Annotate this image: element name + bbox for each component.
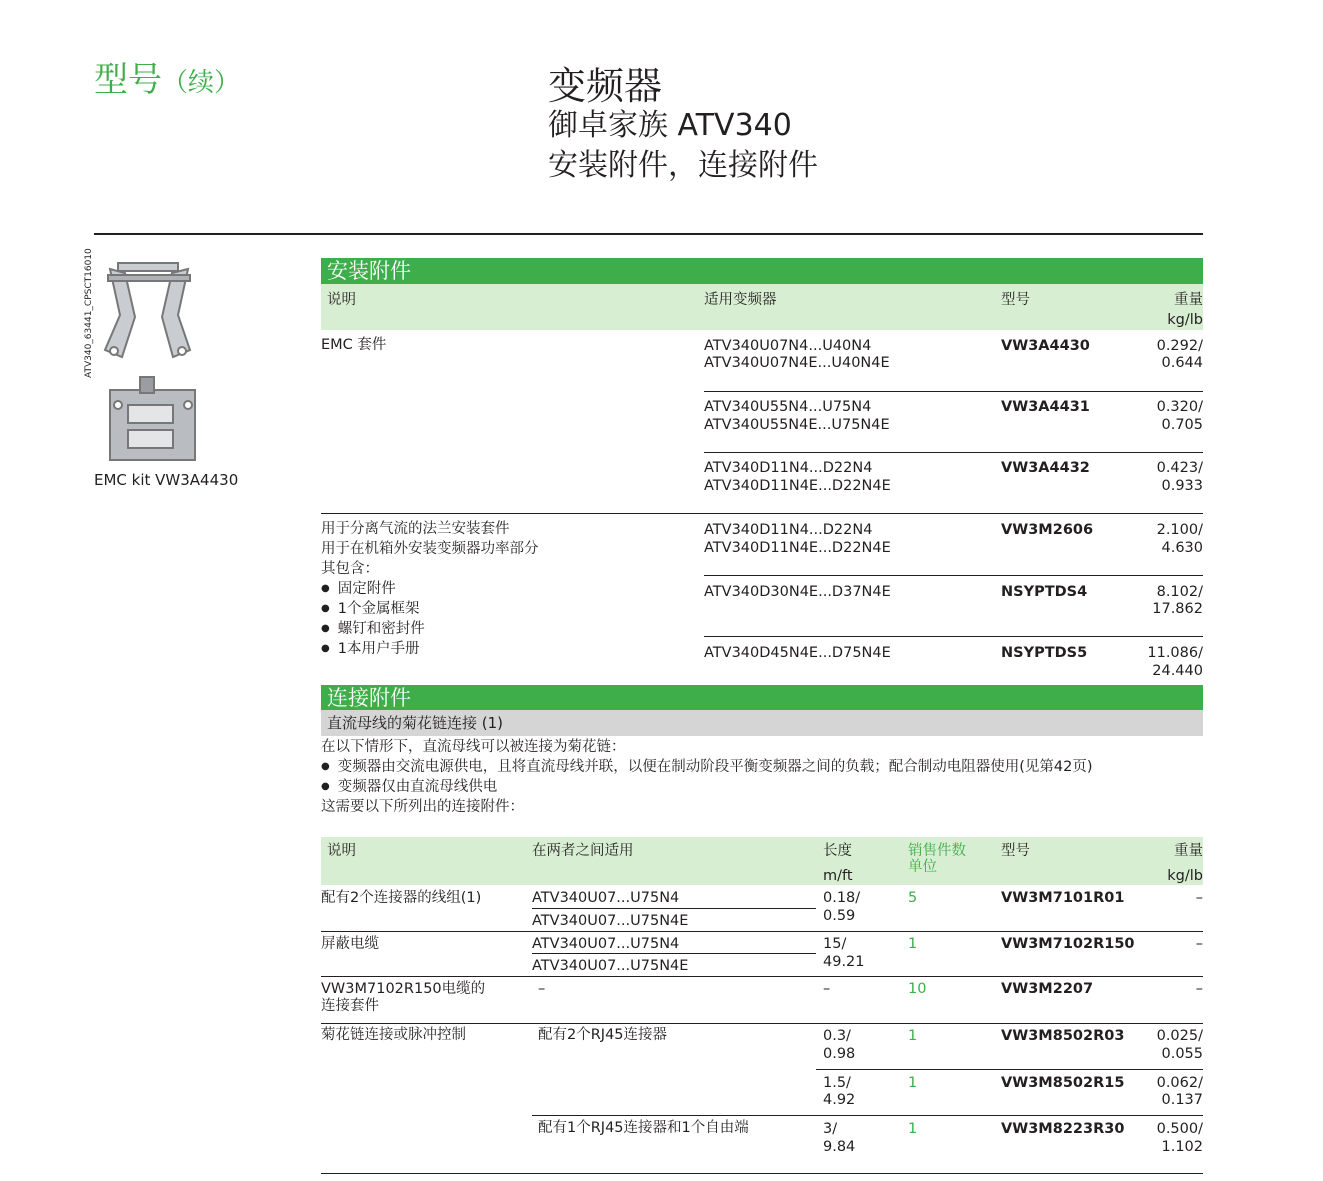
drive-range: ATV340D11N4...D22N4: [704, 522, 873, 538]
weight: 4.630: [1161, 540, 1203, 556]
weight: 0.137: [1161, 1092, 1203, 1108]
list-item: ● 螺钉和密封件: [321, 620, 425, 640]
outro-text: 这需要以下所列出的连接附件：: [321, 799, 524, 815]
drive-range: ATV340D11N4E...D22N4E: [704, 540, 891, 556]
page-subtitle-2: 安装附件，连接附件: [548, 148, 818, 183]
drive-range: ATV340D11N4...D22N4: [704, 460, 873, 476]
drive-range: ATV340U07...U75N4: [532, 890, 680, 906]
sale-qty: 1: [908, 1028, 918, 1044]
drive-range: ATV340U55N4...U75N4: [704, 399, 872, 415]
row-divider: [532, 953, 816, 954]
weight: 1.102: [1161, 1139, 1203, 1155]
weight: 0.320/: [1156, 399, 1203, 415]
col-length-header: 长度: [823, 843, 852, 859]
col-weight-unit: kg/lb: [1167, 312, 1203, 328]
flange-desc: 其包含：: [321, 561, 379, 577]
row-desc: 连接套件: [321, 998, 379, 1014]
drive-range: 配有1个RJ45连接器和1个自由端: [538, 1120, 749, 1136]
weight: 0.500/: [1156, 1121, 1203, 1137]
page-subtitle-1: 御卓家族 ATV340: [548, 108, 792, 143]
col-weight-header: 重量: [1174, 292, 1203, 308]
weight: 0.644: [1161, 355, 1203, 371]
flange-desc: 用于分离气流的法兰安装套件: [321, 521, 510, 537]
mounting-section-header: 安装附件: [321, 258, 1203, 284]
photo-caption: EMC kit VW3A4430: [94, 471, 239, 489]
row-desc: 菊花链连接或脉冲控制: [321, 1027, 466, 1043]
weight: 24.440: [1152, 663, 1203, 679]
length: 4.92: [823, 1092, 856, 1108]
reference: NSYPTDS4: [1001, 584, 1088, 600]
photo-code: ATV340_63441_CPSCT16010: [84, 248, 94, 378]
length: 3/: [823, 1121, 838, 1137]
col-sale-header: 销售件数: [908, 843, 966, 859]
row-divider: [532, 908, 816, 909]
weight: 0.025/: [1156, 1028, 1203, 1044]
reference: VW3A4431: [1001, 399, 1090, 415]
col-desc-header: 说明: [327, 292, 356, 308]
list-item: ● 变频器仅由直流母线供电: [321, 778, 497, 798]
list-item: ● 变频器由交流电源供电，且将直流母线并联，以便在制动阶段平衡变频器之间的负载；配合制动电阻器使用(见第42页): [321, 758, 1093, 778]
reference: VW3A4432: [1001, 460, 1090, 476]
weight: –: [1195, 936, 1203, 952]
connection-table-header: [321, 837, 1203, 885]
weight: 17.862: [1152, 601, 1203, 617]
weight: 0.933: [1161, 478, 1203, 494]
row-divider: [321, 1023, 1203, 1024]
reference: VW3A4430: [1001, 338, 1090, 354]
row-divider: [321, 976, 1203, 977]
drive-range: ATV340U07...U75N4E: [532, 958, 689, 974]
length: 1.5/: [823, 1075, 851, 1091]
drive-range: ATV340D45N4E...D75N4E: [704, 645, 891, 661]
col-ref-header: 型号: [1001, 843, 1030, 859]
weight: 2.100/: [1156, 522, 1203, 538]
weight: 0.055: [1161, 1046, 1203, 1062]
weight: 0.292/: [1156, 338, 1203, 354]
col-ref-header: 型号: [1001, 292, 1030, 308]
row-divider: [704, 391, 1203, 392]
row-divider: [704, 575, 1203, 576]
header-divider: [94, 233, 1203, 235]
sale-qty: 1: [908, 1121, 918, 1137]
reference: VW3M7102R150: [1001, 936, 1135, 952]
row-desc: VW3M7102R150电缆的: [321, 981, 486, 997]
weight: 0.423/: [1156, 460, 1203, 476]
row-divider: [532, 1115, 1203, 1116]
row-desc: 配有2个连接器的线组(1): [321, 890, 482, 906]
drive-range: ATV340U07N4...U40N4: [704, 338, 872, 354]
row-desc: 屏蔽电缆: [321, 936, 379, 952]
col-length-unit: m/ft: [823, 868, 853, 884]
emc-kit-photo: [100, 255, 205, 470]
emc-kit-desc: EMC 套件: [321, 337, 387, 353]
weight: 0.062/: [1156, 1075, 1203, 1091]
drive-range: 配有2个RJ45连接器: [538, 1027, 668, 1043]
length: 9.84: [823, 1139, 856, 1155]
reference: VW3M8223R30: [1001, 1121, 1125, 1137]
reference: VW3M2207: [1001, 981, 1094, 997]
col-drive-header: 适用变频器: [704, 292, 777, 308]
row-divider: [704, 636, 1203, 637]
col-weight-header: 重量: [1174, 843, 1203, 859]
sale-qty: 10: [908, 981, 927, 997]
weight: 0.705: [1161, 417, 1203, 433]
col-sale-header-2: 单位: [908, 859, 937, 875]
reference: NSYPTDS5: [1001, 645, 1088, 661]
flange-desc: 用于在机箱外安装变频器功率部分: [321, 541, 539, 557]
connection-subtitle: 直流母线的菊花链连接 (1): [321, 710, 1203, 736]
row-divider: [321, 513, 1203, 514]
col-weight-unit: kg/lb: [1167, 868, 1203, 884]
drive-range: ATV340U07...U75N4E: [532, 913, 689, 929]
connection-section-header: 连接附件: [321, 685, 1203, 711]
drive-range: ATV340U55N4E...U75N4E: [704, 417, 890, 433]
drive-range: ATV340D11N4E...D22N4E: [704, 478, 891, 494]
reference: VW3M7101R01: [1001, 890, 1125, 906]
row-divider: [704, 452, 1203, 453]
drive-range: –: [538, 981, 546, 997]
reference: VW3M8502R15: [1001, 1075, 1125, 1091]
list-item: ● 1本用户手册: [321, 640, 419, 660]
length: –: [823, 981, 831, 997]
sale-qty: 5: [908, 890, 918, 906]
row-divider: [816, 1069, 1203, 1070]
col-desc-header: 说明: [327, 843, 356, 859]
length: 0.59: [823, 908, 856, 924]
section-title: 型号（续）: [94, 60, 241, 100]
length: 49.21: [823, 954, 865, 970]
weight: –: [1195, 890, 1203, 906]
col-between-header: 在两者之间适用: [532, 843, 634, 859]
list-item: ● 1个金属框架: [321, 600, 419, 620]
length: 0.98: [823, 1046, 856, 1062]
length: 0.18/: [823, 890, 861, 906]
section-title-suffix: （续）: [162, 68, 241, 98]
row-divider: [321, 931, 1203, 932]
list-item: ● 固定附件: [321, 580, 396, 600]
reference: VW3M8502R03: [1001, 1028, 1125, 1044]
sale-qty: 1: [908, 936, 918, 952]
drive-range: ATV340U07N4E...U40N4E: [704, 355, 890, 371]
intro-text: 在以下情形下，直流母线可以被连接为菊花链：: [321, 739, 626, 755]
drive-range: ATV340U07...U75N4: [532, 936, 680, 952]
length: 15/: [823, 936, 847, 952]
sale-qty: 1: [908, 1075, 918, 1091]
drive-range: ATV340D30N4E...D37N4E: [704, 584, 891, 600]
page-title: 变频器: [548, 64, 663, 108]
weight: –: [1195, 981, 1203, 997]
table-bottom-rule: [321, 1173, 1203, 1174]
reference: VW3M2606: [1001, 522, 1094, 538]
weight: 8.102/: [1156, 584, 1203, 600]
weight: 11.086/: [1147, 645, 1203, 661]
length: 0.3/: [823, 1028, 851, 1044]
